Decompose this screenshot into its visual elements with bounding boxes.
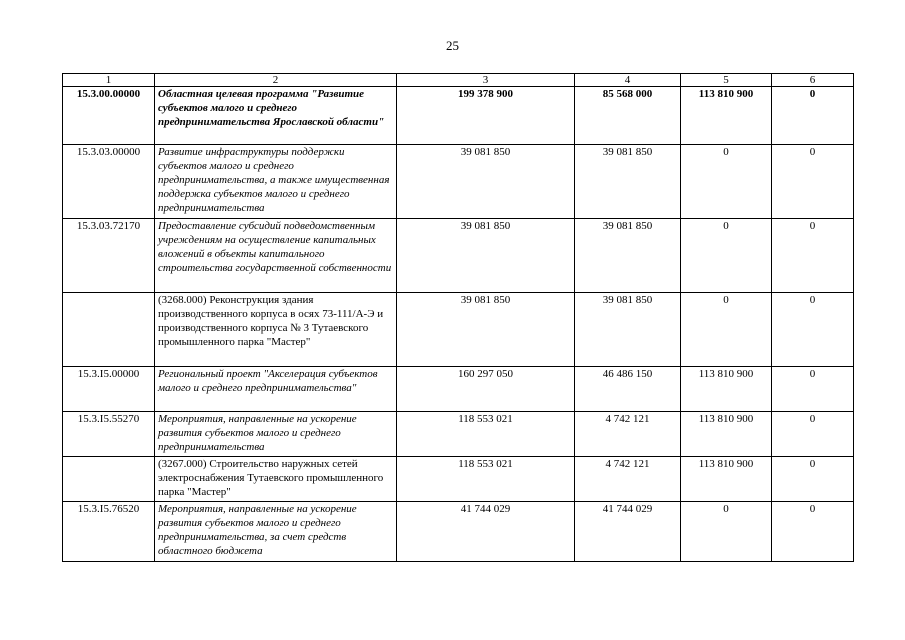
column-header: 2 [155,74,397,87]
row-value-col3: 118 553 021 [397,457,575,502]
row-value-col4: 4 742 121 [575,457,681,502]
row-name: (3267.000) Строительство наружных сетей электроснабжения Тутаевского промышленного парка "Мастер" [155,457,397,502]
column-header: 3 [397,74,575,87]
row-value-col5: 113 810 900 [681,87,772,145]
row-value-col4: 85 568 000 [575,87,681,145]
table-row [63,412,854,457]
table-row [63,502,854,562]
budget-table [62,73,854,562]
table-row [63,87,854,145]
row-value-col5: 0 [681,502,772,562]
row-value-col5: 113 810 900 [681,457,772,502]
row-value-col6: 0 [772,87,854,145]
row-name: Мероприятия, направленные на ускорение развития субъектов малого и среднего предпринимательства, за счет средств областного бюджета [155,502,397,562]
row-name: (3268.000) Реконструкция здания производственного корпуса в осях 73-111/А-Э и производственного корпуса № 3 Тутаевского промышленного парка "Мастер" [155,293,397,367]
table-header-row [63,74,854,87]
row-value-col3: 39 081 850 [397,145,575,219]
row-value-col3: 39 081 850 [397,219,575,293]
row-code [63,457,155,502]
row-value-col3: 39 081 850 [397,293,575,367]
row-value-col4: 39 081 850 [575,145,681,219]
row-value-col4: 4 742 121 [575,412,681,457]
row-value-col3: 41 744 029 [397,502,575,562]
row-value-col4: 46 486 150 [575,367,681,412]
row-name: Мероприятия, направленные на ускорение развития субъектов малого и среднего предпринимательства [155,412,397,457]
table-row [63,367,854,412]
table-row [63,293,854,367]
row-value-col6: 0 [772,502,854,562]
row-code [63,293,155,367]
row-code: 15.3.I5.00000 [63,367,155,412]
row-value-col3: 199 378 900 [397,87,575,145]
column-header: 4 [575,74,681,87]
row-value-col5: 0 [681,145,772,219]
row-code: 15.3.03.00000 [63,145,155,219]
row-name: Региональный проект "Акселерация субъектов малого и среднего предпринимательства" [155,367,397,412]
row-value-col5: 113 810 900 [681,367,772,412]
column-header: 1 [63,74,155,87]
row-value-col5: 0 [681,293,772,367]
row-name: Развитие инфраструктуры поддержки субъектов малого и среднего предпринимательства, а также имущественная поддержка субъектов малого и среднего предпринимательства [155,145,397,219]
row-code: 15.3.I5.55270 [63,412,155,457]
column-header: 5 [681,74,772,87]
row-name: Областная целевая программа "Развитие субъектов малого и среднего предпринимательства Ярославской области" [155,87,397,145]
row-value-col6: 0 [772,457,854,502]
row-value-col6: 0 [772,293,854,367]
row-code: 15.3.03.72170 [63,219,155,293]
row-value-col6: 0 [772,145,854,219]
row-value-col4: 39 081 850 [575,293,681,367]
row-value-col4: 41 744 029 [575,502,681,562]
row-value-col3: 160 297 050 [397,367,575,412]
table-row [63,219,854,293]
row-code: 15.3.I5.76520 [63,502,155,562]
column-header: 6 [772,74,854,87]
table-row [63,145,854,219]
row-code: 15.3.00.00000 [63,87,155,145]
table-row [63,457,854,502]
row-value-col6: 0 [772,412,854,457]
row-value-col6: 0 [772,219,854,293]
row-value-col4: 39 081 850 [575,219,681,293]
row-value-col5: 0 [681,219,772,293]
row-value-col3: 118 553 021 [397,412,575,457]
row-name: Предоставление субсидий подведомственным учреждениям на осуществление капитальных вложений в объекты капитального строительства государственной собственности [155,219,397,293]
page-number: 25 [446,38,459,53]
row-value-col5: 113 810 900 [681,412,772,457]
row-value-col6: 0 [772,367,854,412]
